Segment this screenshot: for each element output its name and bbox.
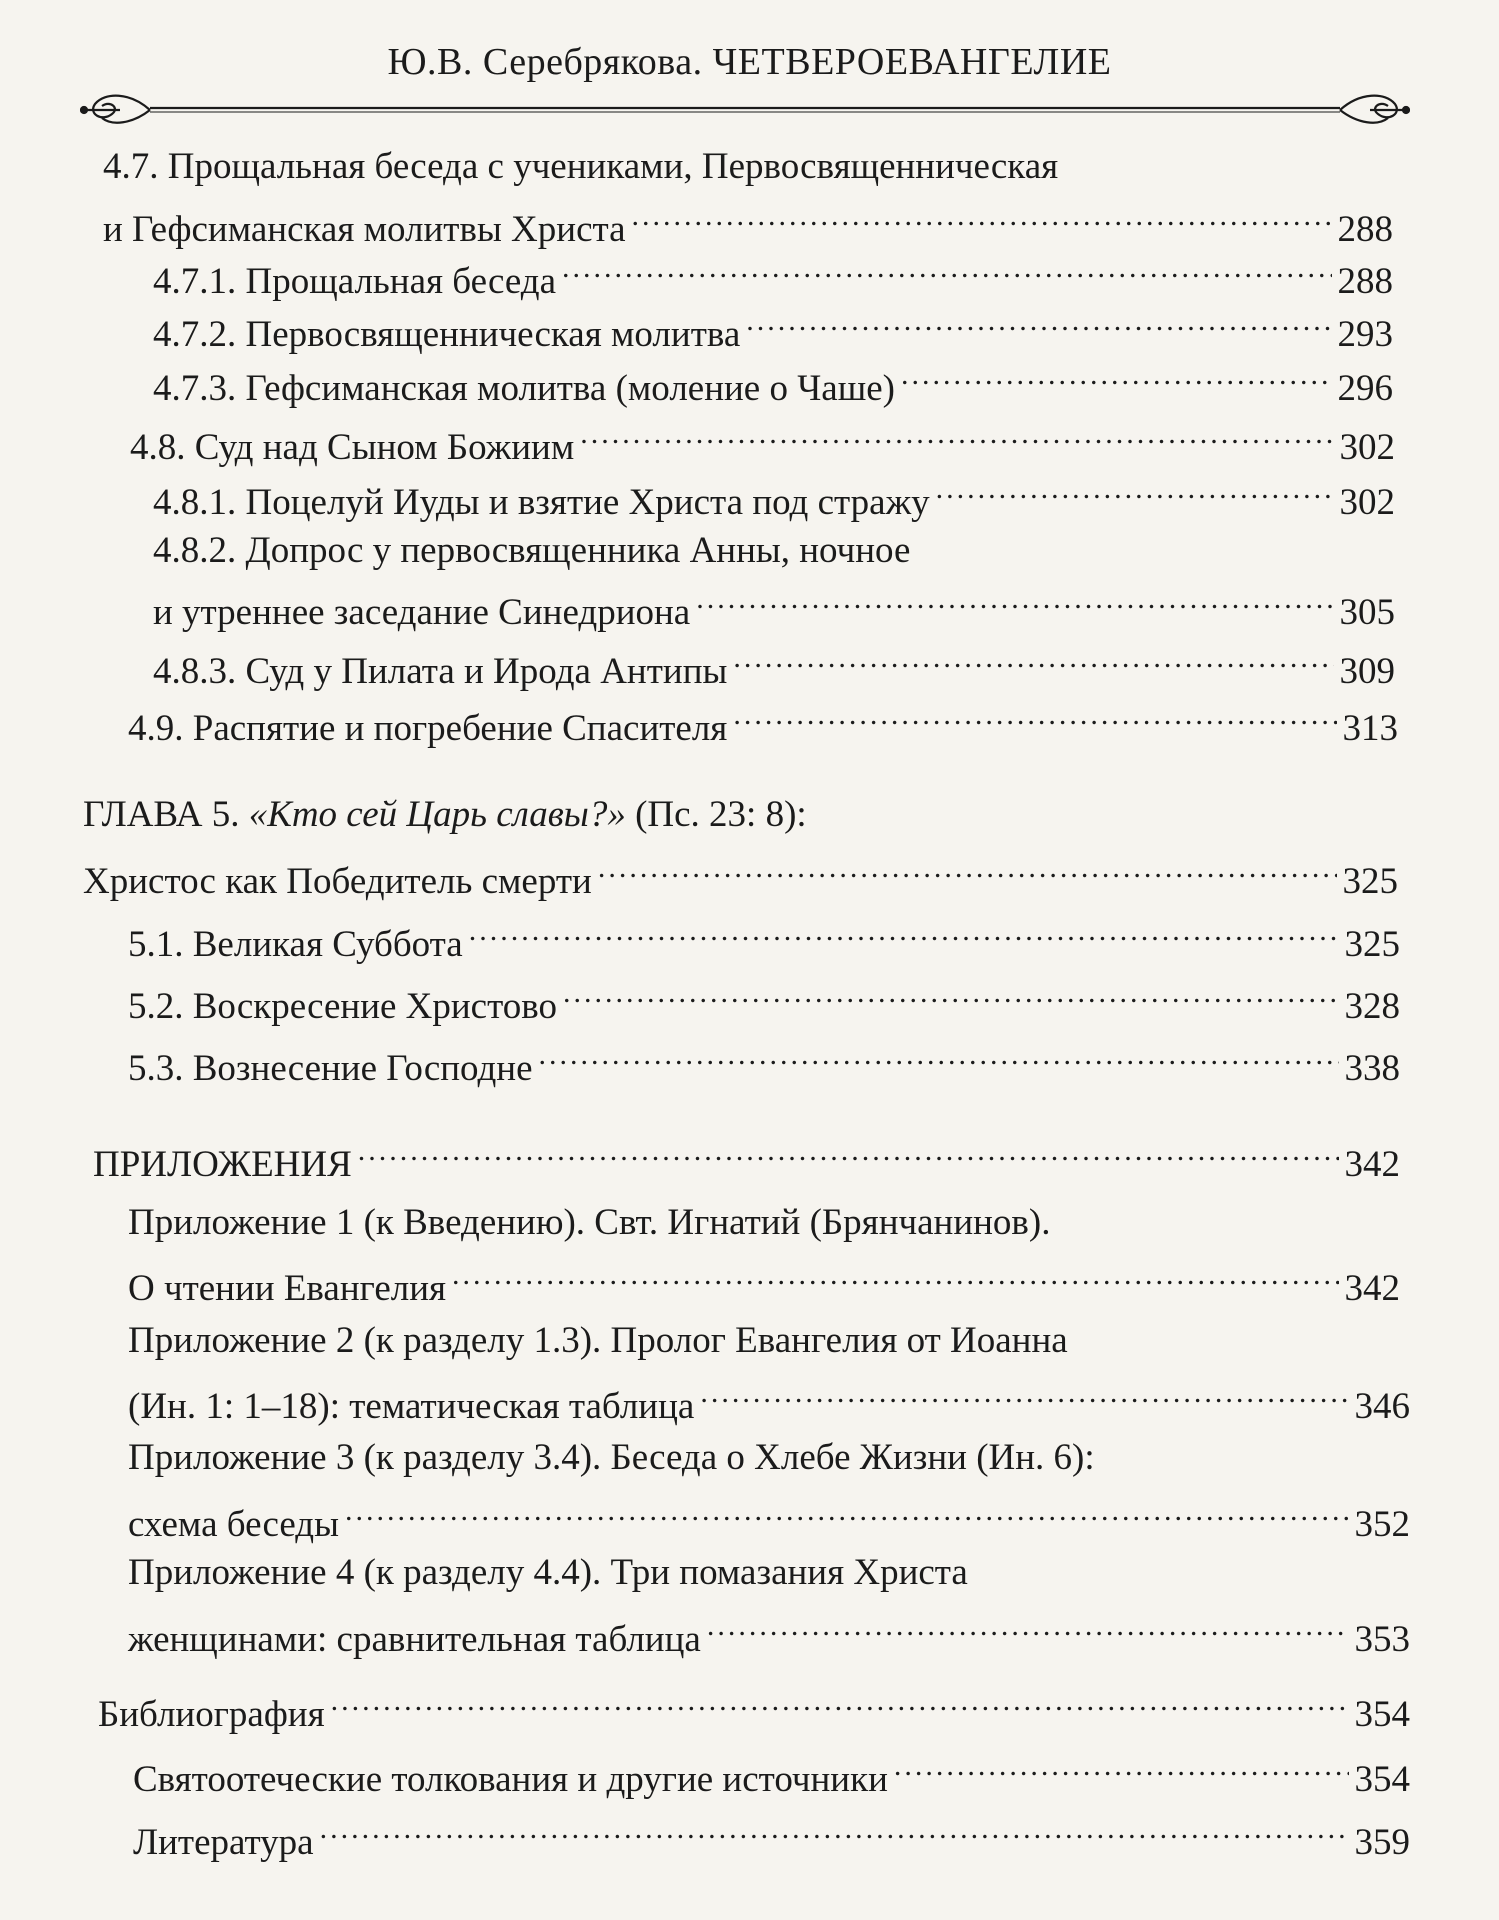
toc-entry-title: О чтении Евангелия — [128, 1268, 447, 1309]
toc-page-number: 354 — [1354, 1694, 1410, 1735]
toc-entry-5-2 — [128, 972, 1400, 1030]
toc-page-number: 288 — [1337, 209, 1393, 250]
toc-entry-4-9 — [128, 694, 1398, 752]
toc-chapter-5 — [83, 847, 1398, 905]
toc-entry-title: 4.7.3. Гефсиманская молитва (моление о Чаше) — [153, 368, 895, 409]
toc-entry-5-3 — [128, 1034, 1400, 1092]
dot-leader — [632, 195, 1332, 241]
toc-entry-title: 4.8. Суд над Сыном Божиим — [130, 427, 575, 468]
dot-leader — [700, 1372, 1348, 1418]
toc-entry-title: (Ин. 1: 1–18): тематическая таблица — [128, 1386, 695, 1427]
toc-entry-title: Библиография — [98, 1694, 325, 1735]
dot-leader — [563, 972, 1338, 1018]
toc-entry-title: Литература — [133, 1822, 314, 1863]
chapter-epigraph-title: «Кто сей Царь славы?» — [248, 794, 626, 835]
toc-bibliography-literature — [133, 1808, 1410, 1866]
dot-leader — [936, 468, 1334, 514]
dot-leader — [746, 300, 1331, 346]
toc-entry-4-8 — [130, 413, 1395, 471]
dot-leader — [345, 1490, 1349, 1536]
dot-leader — [452, 1254, 1338, 1300]
toc-entry-4-8-3 — [153, 637, 1395, 695]
toc-entry-title: 4.9. Распятие и погребение Спасителя — [128, 708, 728, 749]
toc-page-number: 296 — [1337, 368, 1393, 409]
toc-entry-title: 4.8.1. Поцелуй Иуды и взятие Христа под стражу — [153, 482, 930, 523]
dot-leader — [733, 694, 1336, 740]
toc-page-number: 325 — [1344, 924, 1400, 965]
toc-entry-4-8-2-line1: 4.8.2. Допрос у первосвященника Анны, ночное — [153, 530, 911, 571]
dot-leader — [358, 1130, 1339, 1176]
dot-leader — [707, 1605, 1349, 1651]
toc-appendix-2 — [128, 1372, 1410, 1430]
dot-leader — [696, 578, 1333, 624]
toc-appendix-4-line1: Приложение 4 (к разделу 4.4). Три помазания Христа — [128, 1552, 968, 1593]
toc-entry-title: и Гефсиманская молитвы Христа — [103, 209, 626, 250]
dot-leader — [469, 910, 1339, 956]
header-ornament-divider — [80, 88, 1410, 128]
toc-page-number: 342 — [1344, 1268, 1400, 1309]
toc-entry-title: 5.2. Воскресение Христово — [128, 986, 558, 1027]
toc-entry-title: 5.3. Вознесение Господне — [128, 1048, 533, 1089]
toc-page-number: 302 — [1339, 482, 1395, 523]
dot-leader — [539, 1034, 1339, 1080]
toc-entry-title: ПРИЛОЖЕНИЯ — [93, 1144, 352, 1185]
toc-page-number: 309 — [1339, 651, 1395, 692]
toc-page-number: 338 — [1344, 1048, 1400, 1089]
toc-entry-title: женщинами: сравнительная таблица — [128, 1619, 701, 1660]
toc-page-number: 353 — [1354, 1619, 1410, 1660]
toc-entry-4-7-line1: 4.7. Прощальная беседа с учениками, Первосвященническая — [103, 146, 1059, 187]
toc-entry-4-7-2 — [153, 300, 1393, 358]
dot-leader — [733, 637, 1333, 683]
toc-entry-4-7-1 — [153, 247, 1393, 305]
toc-page-number: 352 — [1354, 1504, 1410, 1545]
toc-page-number: 288 — [1337, 261, 1393, 302]
toc-page-number: 354 — [1354, 1759, 1410, 1800]
toc-page-number: 359 — [1354, 1822, 1410, 1863]
toc-entry-4-8-2 — [153, 578, 1395, 636]
chapter-label: ГЛАВА 5. — [83, 794, 249, 835]
running-head: Ю.В. Серебрякова. ЧЕТВЕРОЕВАНГЕЛИЕ — [387, 41, 1112, 83]
toc-page-number: 302 — [1339, 427, 1395, 468]
dot-leader — [901, 354, 1332, 400]
dot-leader — [320, 1808, 1349, 1854]
toc-page-number: 346 — [1354, 1386, 1410, 1427]
toc-bibliography-sources — [133, 1745, 1410, 1803]
dot-leader — [562, 247, 1331, 293]
toc-appendix-3 — [128, 1490, 1410, 1548]
toc-appendix-2-line1: Приложение 2 (к разделу 1.3). Пролог Евангелия от Иоанна — [128, 1320, 1068, 1361]
toc-appendix-3-line1: Приложение 3 (к разделу 3.4). Беседа о Хлебе Жизни (Ин. 6): — [128, 1437, 1095, 1478]
dot-leader — [598, 847, 1337, 893]
toc-entry-title: и утреннее заседание Синедриона — [153, 592, 691, 633]
toc-entry-title: 5.1. Великая Суббота — [128, 924, 463, 965]
toc-entry-title: Христос как Победитель смерти — [83, 861, 592, 902]
chapter-reference: (Пс. 23: 8): — [625, 794, 807, 835]
toc-entry-5-1 — [128, 910, 1400, 968]
dot-leader — [894, 1745, 1349, 1791]
toc-entry-4-7-3 — [153, 354, 1393, 412]
toc-entry-title: 4.8.3. Суд у Пилата и Ирода Антипы — [153, 651, 728, 692]
toc-entry-4-7 — [103, 195, 1393, 253]
toc-entry-title: 4.7.1. Прощальная беседа — [153, 261, 557, 302]
toc-page-number: 305 — [1339, 592, 1395, 633]
toc-entry-title: 4.7.2. Первосвященническая молитва — [153, 314, 741, 355]
toc-chapter-5-line1 — [83, 792, 807, 838]
dot-leader — [580, 413, 1333, 459]
toc-page-number: 293 — [1337, 314, 1393, 355]
toc-page-number: 342 — [1344, 1144, 1400, 1185]
dot-leader — [331, 1680, 1349, 1726]
toc-entry-4-8-1 — [153, 468, 1395, 526]
toc-appendix-4 — [128, 1605, 1410, 1663]
toc-bibliography — [98, 1680, 1410, 1738]
toc-appendix-1 — [128, 1254, 1400, 1312]
toc-page-number: 313 — [1342, 708, 1398, 749]
toc-appendix-1-line1: Приложение 1 (к Введению). Свт. Игнатий (Брянчанинов). — [128, 1202, 1051, 1243]
toc-entry-title: Святоотеческие толкования и другие источники — [133, 1759, 888, 1800]
toc-appendices — [93, 1130, 1400, 1188]
toc-page-number: 328 — [1344, 986, 1400, 1027]
toc-page-number: 325 — [1342, 861, 1398, 902]
toc-entry-title: схема беседы — [128, 1504, 339, 1545]
